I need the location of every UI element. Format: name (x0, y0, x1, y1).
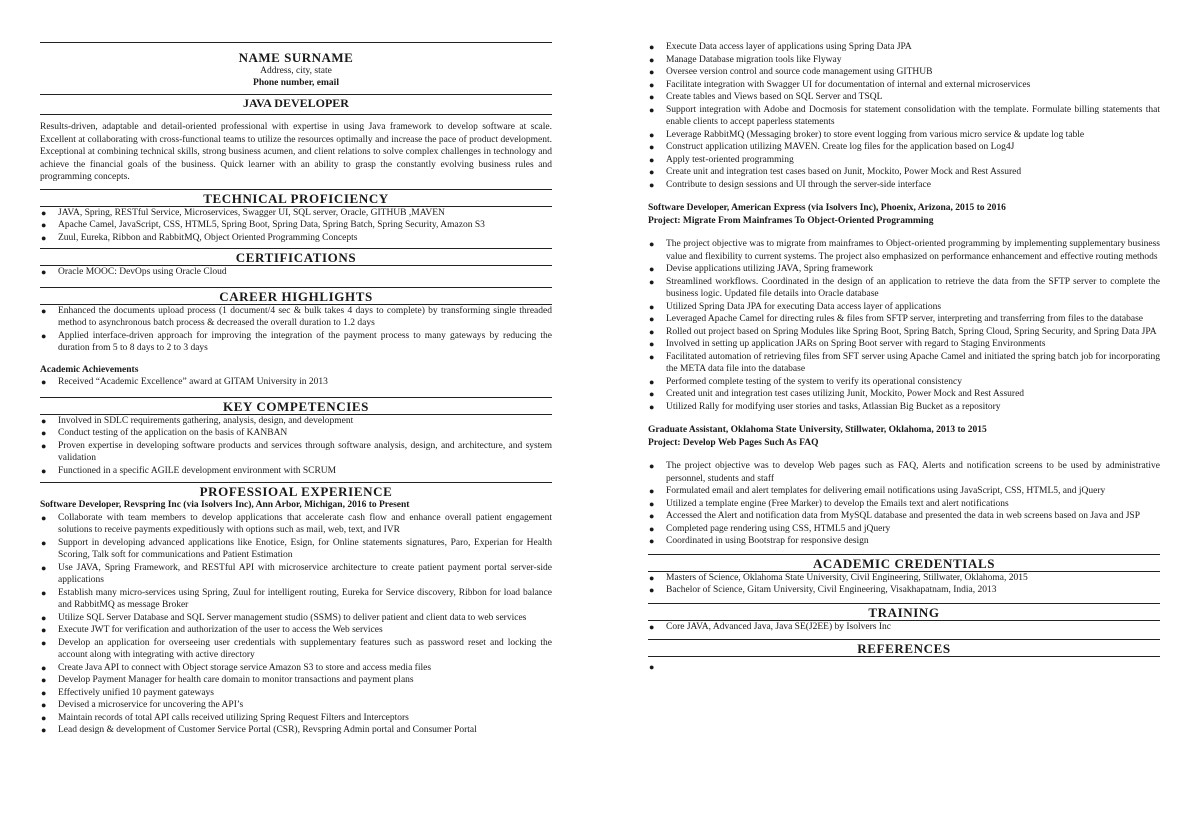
list-item-text: Support integration with Adobe and Docmosis for statement consolidation with the template. Formulate billing statements that enable clients to accept paperless statements (666, 104, 1160, 127)
list-item-text: Accessed the Alert and notification data from MySQL database and presented the data in web screens based on Java and JSP (666, 511, 1140, 521)
list-item (648, 376, 1160, 389)
list-item (648, 351, 1160, 376)
bullet-icon: ● (649, 326, 655, 337)
bullet-icon: ● (649, 54, 655, 65)
list-item (40, 330, 552, 355)
list-item (40, 687, 552, 700)
bullet-icon: ● (41, 330, 47, 341)
list-item-text: Develop Payment Manager for health care domain to monitor transactions and payment plans (58, 675, 414, 685)
section-title-career: CAREER HIGHLIGHTS (219, 288, 373, 304)
list-item (648, 584, 1160, 597)
career-list (40, 305, 552, 355)
certifications-list (40, 266, 552, 279)
list-item (648, 154, 1160, 167)
bullet-icon: ● (649, 104, 655, 115)
list-item (40, 624, 552, 637)
list-item-text: Devised a microservice for uncovering the API’s (58, 700, 244, 710)
bullet-icon: ● (41, 587, 47, 598)
list-item-text: Completed page rendering using CSS, HTML5 and jQuery (666, 523, 891, 534)
list-item (648, 460, 1160, 485)
list-item (648, 301, 1160, 314)
bullet-icon: ● (649, 42, 655, 52)
job2-heading: Software Developer, American Express (via Isolvers Inc), Phoenix, Arizona, 2015 to 2016 (648, 203, 1006, 213)
list-item (40, 305, 552, 330)
list-item (648, 338, 1160, 351)
list-item (40, 376, 552, 389)
list-item (648, 54, 1160, 67)
bullet-icon: ● (649, 523, 655, 534)
bullet-icon: ● (649, 401, 655, 412)
list-item-text: Create tables and Views based on SQL Server and TSQL (666, 92, 883, 102)
list-item (648, 66, 1160, 79)
job1-list-right (648, 41, 1160, 191)
list-item (648, 79, 1160, 92)
list-item (648, 523, 1160, 536)
list-item-text: Leveraged Apache Camel for directing rules & files from SFTP server, interpreting and transferring from files to the database (666, 314, 1144, 324)
address-line: Address, city, state (260, 66, 332, 76)
bullet-icon: ● (649, 536, 655, 546)
bullet-icon: ● (649, 79, 655, 90)
bullet-icon: ● (649, 662, 655, 672)
list-item (40, 512, 552, 537)
bullet-icon: ● (41, 625, 47, 635)
bullet-icon: ● (41, 377, 47, 387)
list-item (648, 313, 1160, 326)
bullet-icon: ● (41, 687, 47, 698)
job-title: JAVA DEVELOPER (243, 96, 349, 110)
bullet-icon: ● (41, 712, 47, 723)
section-rule (40, 482, 552, 483)
list-item-text: Apply test-oriented programming (666, 154, 794, 165)
summary-paragraph: Results-driven, adaptable and detail-oriented professional with expertise in using Java framework to develop software at scale. Excellent at collaborating with cross-functional teams to utilize the resources optimally and increase the pace of product development. Exceptional at combining technical skills, strong business acumen, and client relations to solve complex challenges in technology and achieve the financial goals of the business. Quick learner with an ability to grasp the constantly evolving business rules and programming concepts. (40, 122, 552, 182)
bullet-icon: ● (41, 512, 47, 523)
bullet-icon: ● (41, 465, 47, 476)
list-item-text: JAVA, Spring, RESTful Service, Microservices, Swagger UI, SQL server, Oracle, GITHUB ,MAVEN (58, 207, 445, 218)
list-item-text: Leverage RabbitMQ (Messaging broker) to store event logging from various micro service & update log table (666, 129, 1085, 140)
bullet-icon: ● (649, 276, 655, 287)
list-item-text: Develop an application for overseeing user credentials with supplementary features such as password reset and locking the account along with integrating with active directory (58, 637, 552, 660)
section-rule (648, 554, 1160, 555)
bullet-icon: ● (649, 376, 655, 387)
list-item-text: Proven expertise in developing software products and services through software analysis, design, and architecture, and system validation (58, 440, 552, 463)
bullet-icon: ● (649, 239, 655, 249)
bullet-icon: ● (649, 179, 655, 190)
list-item-text: Lead design & development of Customer Service Portal (CSR), Revspring Admin portal and Consumer Portal (58, 725, 477, 735)
list-item-text: Contribute to design sessions and UI through the server-side interface (666, 179, 931, 190)
list-item (40, 415, 552, 428)
section-rule (648, 603, 1160, 604)
bullet-icon: ● (649, 621, 655, 632)
section-rule (648, 639, 1160, 640)
list-item (40, 712, 552, 725)
bullet-icon: ● (41, 612, 47, 623)
list-item (40, 674, 552, 687)
list-item (40, 440, 552, 465)
bullet-icon: ● (649, 129, 655, 140)
list-item-text: Applied interface-driven approach for improving the integration of the payment process to many gateways by reducing the duration from 5 to 8 days to 2 to 3 days (58, 330, 552, 353)
bullet-icon: ● (41, 637, 47, 648)
bullet-icon: ● (41, 428, 47, 438)
section-rule (40, 189, 552, 190)
list-item-text: Manage Database migration tools like Flyway (666, 54, 842, 65)
list-item-text: Effectively unified 10 payment gateways (58, 687, 214, 698)
list-item (40, 232, 552, 245)
competencies-list (40, 415, 552, 478)
job2-project: Project: Migrate From Mainframes To Object-Oriented Programming (648, 215, 934, 226)
list-item-text: Utilized a template engine (Free Marker) to develop the Emails text and alert notifications (666, 498, 1009, 509)
list-item (648, 621, 1160, 634)
role-rule (40, 114, 552, 115)
bullet-icon: ● (41, 207, 47, 218)
section-rule (648, 656, 1160, 657)
list-item (40, 537, 552, 562)
bullet-icon: ● (649, 389, 655, 399)
list-item-text: The project objective was to develop Web pages such as FAQ, Alerts and notification screens to be used by administrative personnel, students and staff (666, 461, 1160, 484)
list-item-text: Create unit and integration test cases based on Junit, Mockito, Power Mock and Rest Assured (666, 167, 1022, 177)
list-item-text: Bachelor of Science, Gitam University, Civil Engineering, Visakhapatnam, India, 2013 (666, 585, 997, 595)
section-title-competencies: KEY COMPETENCIES (223, 398, 369, 414)
list-item (648, 326, 1160, 339)
bullet-icon: ● (649, 142, 655, 152)
list-item (648, 535, 1160, 548)
academic-achievements-heading: Academic Achievements (40, 364, 139, 375)
bullet-icon: ● (649, 154, 655, 165)
list-item (648, 166, 1160, 179)
list-item-text: Execute Data access layer of applications using Spring Data JPA (666, 42, 912, 52)
bullet-icon: ● (649, 461, 655, 471)
list-item (648, 572, 1160, 585)
list-item-text: Oracle MOOC: DevOps using Oracle Cloud (58, 267, 227, 277)
list-item (648, 41, 1160, 54)
list-item-text: Formulated email and alert templates for delivering email notifications using JavaScript, CSS, HTML5, and jQuery (666, 486, 1106, 496)
section-title-experience: PROFESSIOAL EXPERIENCE (199, 484, 393, 499)
bullet-icon: ● (41, 537, 47, 548)
list-item-text: Masters of Science, Oklahoma State University, Civil Engineering, Stillwater, Oklahoma, 2015 (666, 572, 1028, 583)
bullet-icon: ● (41, 700, 47, 710)
list-item-text: Facilitated automation of retrieving files from SFT server using Apache Camel and initiated the spring batch job for incorporating the META data file into the database (666, 351, 1160, 374)
list-item-text: The project objective was to migrate from mainframes to Object-oriented programming by implementing supplementary business value and flexibility to current systems. The project also emphasized on performance enhancement and effective routing methods (666, 239, 1160, 262)
list-item-text: Use JAVA, Spring Framework, and RESTful API with microservice architecture to create patient payment portal server-side applications (58, 562, 552, 585)
job3-heading: Graduate Assistant, Oklahoma State University, Stillwater, Oklahoma, 2013 to 2015 (648, 425, 987, 435)
bullet-icon: ● (41, 562, 47, 573)
list-item-text: Created unit and integration test cases utilizing Junit, Mockito, Power Mock and Rest Assured (666, 389, 1025, 399)
list-item-text: Utilized Spring Data JPA for executing Data access layer of applications (666, 301, 942, 312)
job2-list (648, 238, 1160, 413)
list-item-text: Coordinated in using Bootstrap for responsive design (666, 536, 869, 546)
list-item (40, 562, 552, 587)
training-list (648, 621, 1160, 634)
bullet-icon: ● (649, 339, 655, 349)
bullet-icon: ● (649, 314, 655, 324)
job1-list-left (40, 512, 552, 737)
job1-heading: Software Developer, Revspring Inc (via Isolvers Inc), Ann Arbor, Michigan, 2016 to Present (40, 500, 410, 510)
list-item (40, 219, 552, 232)
list-item-text: Functioned in a specific AGILE development environment with SCRUM (58, 465, 337, 476)
list-item (40, 612, 552, 625)
bullet-icon: ● (649, 92, 655, 102)
list-item (648, 104, 1160, 129)
section-rule (40, 397, 552, 398)
list-item-text: Received “Academic Excellence” award at GITAM University in 2013 (58, 377, 328, 387)
academic-list (648, 572, 1160, 597)
section-title-references: REFERENCES (857, 641, 951, 656)
list-item (648, 510, 1160, 523)
job3-list (648, 460, 1160, 548)
bullet-icon: ● (649, 264, 655, 274)
list-item-text: Involved in SDLC requirements gathering, analysis, design, and development (58, 415, 354, 426)
bullet-icon: ● (649, 572, 655, 583)
list-item (40, 662, 552, 675)
section-title-training: TRAINING (868, 604, 940, 620)
list-item-text: Maintain records of total API calls received utilizing Spring Request Filters and Interceptors (58, 712, 409, 723)
list-item (40, 724, 552, 737)
list-item-text: Apache Camel, JavaScript, CSS, HTML5, Spring Boot, Spring Data, Spring Batch, Spring Security, Amazon S3 (58, 220, 485, 230)
list-item (648, 401, 1160, 414)
left-column (40, 0, 552, 737)
bullet-icon: ● (649, 511, 655, 521)
section-rule (40, 248, 552, 249)
section-title-academic: ACADEMIC CREDENTIALS (812, 555, 996, 571)
bullet-icon: ● (649, 351, 655, 362)
list-item-text: Enhanced the documents upload process (1 document/4 sec & bulk takes 4 days to complete) by transforming single threaded method to asynchronous batch process & decreased the overall duration to 1.2 days (58, 305, 552, 328)
list-item (648, 263, 1160, 276)
list-item-text: Conduct testing of the application on the basis of KANBAN (58, 428, 288, 438)
list-item-text: Core JAVA, Advanced Java, Java SE(J2EE) by Isolvers Inc (666, 621, 891, 632)
bullet-icon: ● (649, 167, 655, 177)
list-item (40, 207, 552, 220)
list-item-text: Utilized Rally for modifying user stories and tasks, Atlassian Big Bucket as a repository (666, 401, 1001, 412)
right-column (648, 0, 1160, 672)
bullet-icon: ● (41, 232, 47, 243)
bullet-icon: ● (41, 220, 47, 230)
list-item-text: Streamlined workflows. Coordinated in the design of an application to retrieve the data from the SFTP server to complete the business logic. Updated file details into Oracle database (666, 276, 1160, 299)
list-item-text: Involved in setting up application JARs on Spring Boot server with regard to Staging Environments (666, 339, 1046, 349)
candidate-name: NAME SURNAME (238, 50, 354, 65)
list-item-text: Facilitate integration with Swagger UI for documentation of internal and external microservices (666, 79, 1031, 90)
list-item-text: Rolled out project based on Spring Modules like Spring Boot, Spring Batch, Spring Cloud, Spring Security, and Spring Data JPA (666, 326, 1157, 337)
bullet-icon: ● (649, 585, 655, 595)
bullet-icon: ● (41, 305, 47, 316)
list-item-text: Support in developing advanced applications like Enotice, Esign, for Online statements signatures, Paro, Experian for Health Scoring, Talk soft for communications and Patient Estimation (58, 537, 552, 560)
bullet-icon: ● (41, 415, 47, 426)
bullet-icon: ● (649, 498, 655, 509)
list-item (648, 276, 1160, 301)
section-rule (40, 287, 552, 288)
section-title-certifications: CERTIFICATIONS (235, 250, 357, 265)
list-item-text: Oversee version control and source code management using GITHUB (666, 67, 933, 77)
section-title-technical: TECHNICAL PROFICIENCY (203, 190, 389, 206)
list-item (648, 498, 1160, 511)
bullet-icon: ● (649, 486, 655, 496)
job3-project: Project: Develop Web Pages Such As FAQ (648, 437, 819, 448)
bullet-icon: ● (649, 67, 655, 77)
bullet-icon: ● (41, 662, 47, 673)
technical-list (40, 207, 552, 245)
list-item (648, 91, 1160, 104)
bullet-icon: ● (41, 725, 47, 735)
list-item-text: Performed complete testing of the system to verify its operational consistency (666, 376, 963, 387)
list-item-text: Execute JWT for verification and authorization of the user to access the Web services (58, 625, 383, 635)
list-item (40, 587, 552, 612)
list-item (648, 388, 1160, 401)
list-item (648, 179, 1160, 192)
list-item-text: Construct application utilizing MAVEN. Create log files for the application based on Log4J (666, 142, 1015, 152)
list-item-text: Zuul, Eureka, Ribbon and RabbitMQ, Object Oriented Programming Concepts (58, 232, 358, 243)
list-item (40, 637, 552, 662)
list-item (40, 266, 552, 279)
list-item (40, 699, 552, 712)
list-item-text: Utilize SQL Server Database and SQL Server management studio (SSMS) to deliver patient and client data to web services (58, 612, 527, 623)
list-item-text: Devise applications utilizing JAVA, Spring framework (666, 264, 874, 274)
header-top-rule (40, 42, 552, 43)
bullet-icon: ● (41, 440, 47, 451)
bullet-icon: ● (41, 267, 47, 277)
list-item (648, 141, 1160, 154)
header-bottom-rule (40, 94, 552, 95)
list-item (648, 238, 1160, 263)
list-item (40, 465, 552, 478)
list-item (648, 129, 1160, 142)
list-item (40, 427, 552, 440)
list-item (648, 485, 1160, 498)
bullet-icon: ● (649, 301, 655, 312)
phone-email-line: Phone number, email (253, 78, 339, 88)
academic-achievements-list (40, 376, 552, 389)
list-item-text: Collaborate with team members to develop applications that accelerate cash flow and enhance overall patient engagement solutions to receive payments expeditiously with options such as mail, web, text, and IVR (58, 512, 552, 535)
bullet-icon: ● (41, 675, 47, 685)
list-item-text: Establish many micro-services using Spring, Zuul for intelligent routing, Eureka for Service discovery, Ribbon for load balance and RabbitMQ as message Broker (58, 587, 552, 610)
list-item-text: Create Java API to connect with Object storage service Amazon S3 to store and access media files (58, 662, 432, 673)
